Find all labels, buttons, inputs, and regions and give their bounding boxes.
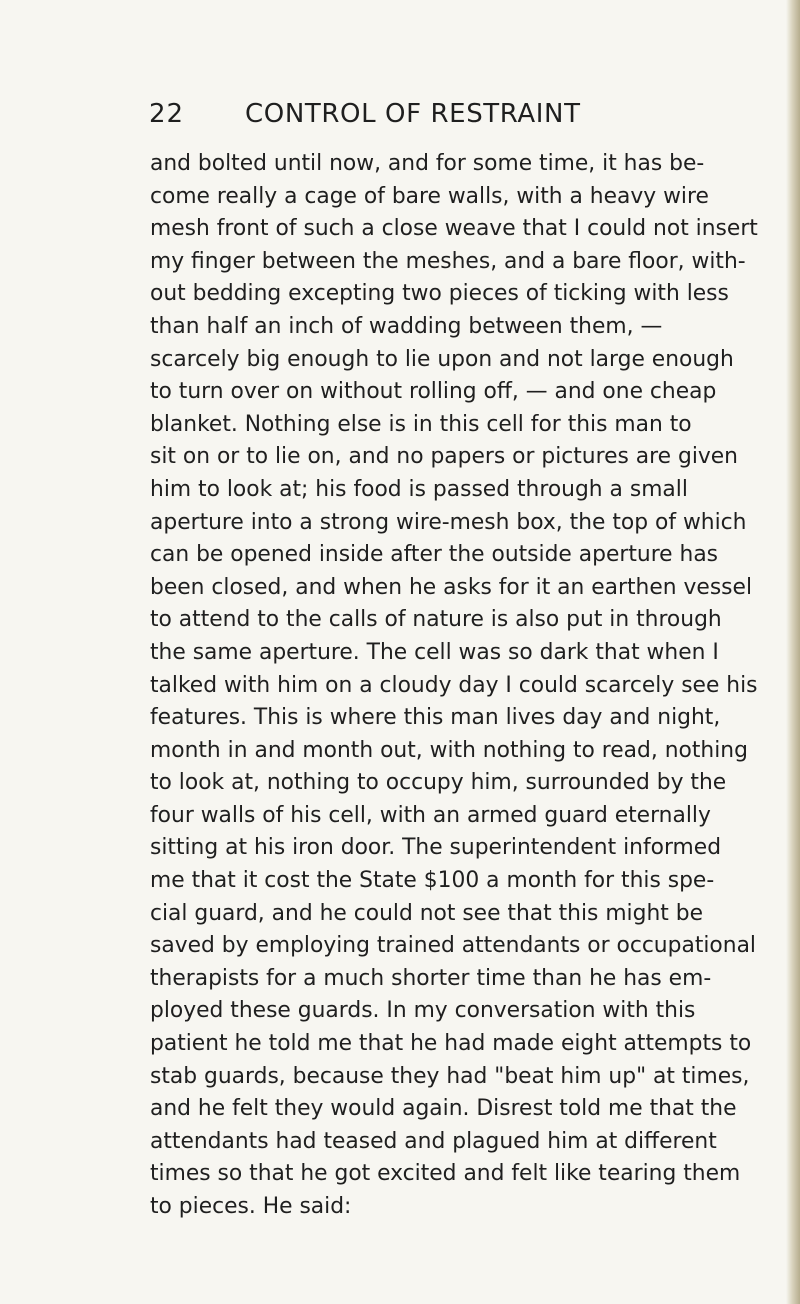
running-head: CONTROL OF RESTRAINT	[245, 99, 581, 129]
text-line: therapists for a much shorter time than he has em-	[150, 965, 712, 991]
page-edge-shadow	[786, 0, 800, 1304]
text-line: stab guards, because they had "beat him up" at times,	[150, 1063, 750, 1089]
text-line: talked with him on a cloudy day I could scarcely see his	[150, 672, 758, 698]
text-line: to look at, nothing to occupy him, surrounded by the	[150, 770, 727, 796]
text-line: out bedding excepting two pieces of ticking with less	[150, 281, 729, 307]
text-line: saved by employing trained attendants or occupational	[150, 933, 756, 959]
body-paragraph	[150, 148, 758, 1224]
text-line: to pieces. He said:	[150, 1194, 352, 1219]
text-line: aperture into a strong wire-mesh box, the top of which	[150, 509, 747, 535]
text-line: and bolted until now, and for some time, it has be-	[150, 151, 705, 176]
text-line: sit on or to lie on, and no papers or pictures are given	[150, 444, 738, 470]
text-line: my finger between the meshes, and a bare floor, with-	[150, 248, 746, 274]
text-line: the same aperture. The cell was so dark that when I	[150, 639, 719, 665]
text-line: me that it cost the State $100 a month for this spe-	[150, 868, 715, 894]
page-number: 22	[149, 99, 185, 129]
text-line: patient he told me that he had made eight attempts to	[150, 1031, 752, 1057]
text-line: come really a cage of bare walls, with a heavy wire	[150, 183, 709, 209]
text-line: attendants had teased and plagued him at different	[150, 1128, 717, 1154]
text-line: to attend to the calls of nature is also put in through	[150, 607, 722, 633]
text-line: month in and month out, with nothing to read, nothing	[150, 737, 748, 763]
text-line: times so that he got excited and felt like tearing them	[150, 1161, 741, 1187]
text-line: scarcely big enough to lie upon and not large enough	[150, 346, 734, 372]
page-header	[0, 94, 800, 134]
text-line: cial guard, and he could not see that this might be	[150, 900, 703, 926]
text-line: blanket. Nothing else is in this cell for this man to	[150, 411, 692, 437]
text-line: ployed these guards. In my conversation with this	[150, 998, 696, 1024]
text-line: four walls of his cell, with an armed guard eternally	[150, 802, 711, 828]
text-line: features. This is where this man lives day and night,	[150, 705, 721, 731]
text-line: sitting at his iron door. The superintendent informed	[150, 835, 722, 861]
text-line: can be opened inside after the outside aperture has	[150, 542, 719, 568]
text-line: him to look at; his food is passed through a small	[150, 476, 688, 502]
text-line: than half an inch of wadding between them, —	[150, 313, 663, 339]
text-line: and he felt they would again. Disrest told me that the	[150, 1096, 737, 1122]
text-line: to turn over on without rolling off, — and one cheap	[150, 379, 717, 405]
text-line: mesh front of such a close weave that I could not insert	[150, 216, 758, 242]
text-line: been closed, and when he asks for it an earthen vessel	[150, 574, 753, 600]
